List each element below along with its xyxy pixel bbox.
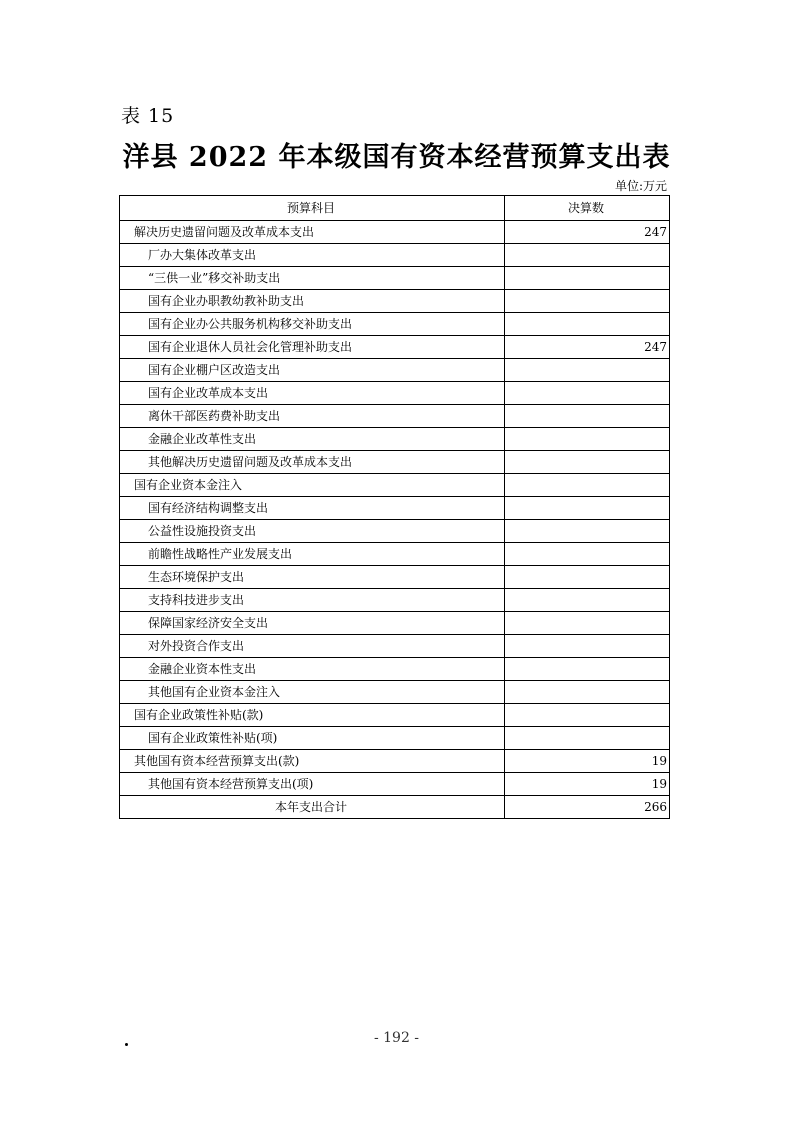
subject-cell: 国有企业棚户区改造支出 bbox=[120, 359, 505, 382]
table-row bbox=[120, 313, 670, 336]
page-title: 洋县 2022 年本级国有资本经营预算支出表 bbox=[122, 142, 671, 173]
amount-cell: 19 bbox=[505, 773, 670, 796]
amount-cell bbox=[505, 589, 670, 612]
page-number: - 192 - bbox=[373, 1030, 420, 1046]
amount-cell bbox=[505, 313, 670, 336]
subject-cell: 国有企业政策性补贴(款) bbox=[120, 704, 505, 727]
table-row bbox=[120, 612, 670, 635]
table-row bbox=[120, 267, 670, 290]
total-amount: 266 bbox=[505, 796, 670, 819]
table-row bbox=[120, 704, 670, 727]
table-row bbox=[120, 750, 670, 773]
amount-cell bbox=[505, 474, 670, 497]
table-row bbox=[120, 474, 670, 497]
total-label: 本年支出合计 bbox=[120, 796, 505, 819]
amount-cell bbox=[505, 428, 670, 451]
subject-cell: 国有企业政策性补贴(项) bbox=[120, 727, 505, 750]
table-row bbox=[120, 658, 670, 681]
subject-cell: 前瞻性战略性产业发展支出 bbox=[120, 543, 505, 566]
subject-cell: 国有企业办职教幼教补助支出 bbox=[120, 290, 505, 313]
table-header-row bbox=[120, 196, 670, 221]
subject-cell: 金融企业资本性支出 bbox=[120, 658, 505, 681]
table-number-label: 表 15 bbox=[121, 105, 175, 127]
table-row bbox=[120, 543, 670, 566]
amount-cell bbox=[505, 359, 670, 382]
amount-cell bbox=[505, 267, 670, 290]
amount-cell bbox=[505, 520, 670, 543]
table-row bbox=[120, 497, 670, 520]
amount-cell: 19 bbox=[505, 750, 670, 773]
table-row bbox=[120, 428, 670, 451]
table-row bbox=[120, 405, 670, 428]
amount-cell bbox=[505, 566, 670, 589]
amount-cell bbox=[505, 612, 670, 635]
amount-cell bbox=[505, 681, 670, 704]
total-row bbox=[120, 796, 670, 819]
subject-cell: 国有企业办公共服务机构移交补助支出 bbox=[120, 313, 505, 336]
amount-cell bbox=[505, 704, 670, 727]
amount-cell: 247 bbox=[505, 221, 670, 244]
budget-expenditure-table bbox=[119, 195, 670, 819]
subject-cell: 金融企业改革性支出 bbox=[120, 428, 505, 451]
subject-cell: 其他国有企业资本金注入 bbox=[120, 681, 505, 704]
amount-cell bbox=[505, 727, 670, 750]
table-row bbox=[120, 589, 670, 612]
subject-cell: 厂办大集体改革支出 bbox=[120, 244, 505, 267]
table-row bbox=[120, 382, 670, 405]
table-row bbox=[120, 773, 670, 796]
amount-cell bbox=[505, 497, 670, 520]
table-row bbox=[120, 359, 670, 382]
table-row bbox=[120, 336, 670, 359]
table-row bbox=[120, 290, 670, 313]
amount-cell bbox=[505, 290, 670, 313]
header-budget-subject: 预算科目 bbox=[120, 196, 505, 221]
subject-cell: 其他国有资本经营预算支出(项) bbox=[120, 773, 505, 796]
subject-cell: 其他解决历史遗留问题及改革成本支出 bbox=[120, 451, 505, 474]
subject-cell: 公益性设施投资支出 bbox=[120, 520, 505, 543]
table-row bbox=[120, 221, 670, 244]
table-row bbox=[120, 451, 670, 474]
amount-cell bbox=[505, 405, 670, 428]
subject-cell: “三供一业”移交补助支出 bbox=[120, 267, 505, 290]
table-row bbox=[120, 727, 670, 750]
amount-cell: 247 bbox=[505, 336, 670, 359]
amount-cell bbox=[505, 635, 670, 658]
table-row bbox=[120, 244, 670, 267]
table-row bbox=[120, 566, 670, 589]
margin-dot bbox=[125, 1043, 128, 1046]
table-row bbox=[120, 520, 670, 543]
subject-cell: 国有企业退休人员社会化管理补助支出 bbox=[120, 336, 505, 359]
subject-cell: 保障国家经济安全支出 bbox=[120, 612, 505, 635]
amount-cell bbox=[505, 244, 670, 267]
subject-cell: 支持科技进步支出 bbox=[120, 589, 505, 612]
amount-cell bbox=[505, 543, 670, 566]
amount-cell bbox=[505, 382, 670, 405]
subject-cell: 生态环境保护支出 bbox=[120, 566, 505, 589]
subject-cell: 国有经济结构调整支出 bbox=[120, 497, 505, 520]
subject-cell: 解决历史遗留问题及改革成本支出 bbox=[120, 221, 505, 244]
amount-cell bbox=[505, 658, 670, 681]
subject-cell: 国有企业改革成本支出 bbox=[120, 382, 505, 405]
subject-cell: 对外投资合作支出 bbox=[120, 635, 505, 658]
amount-cell bbox=[505, 451, 670, 474]
subject-cell: 国有企业资本金注入 bbox=[120, 474, 505, 497]
subject-cell: 离休干部医药费补助支出 bbox=[120, 405, 505, 428]
table-row bbox=[120, 681, 670, 704]
table-body bbox=[120, 221, 670, 819]
unit-label: 单位:万元 bbox=[614, 179, 667, 193]
subject-cell: 其他国有资本经营预算支出(款) bbox=[120, 750, 505, 773]
table-row bbox=[120, 635, 670, 658]
header-final-amount: 决算数 bbox=[505, 196, 670, 221]
